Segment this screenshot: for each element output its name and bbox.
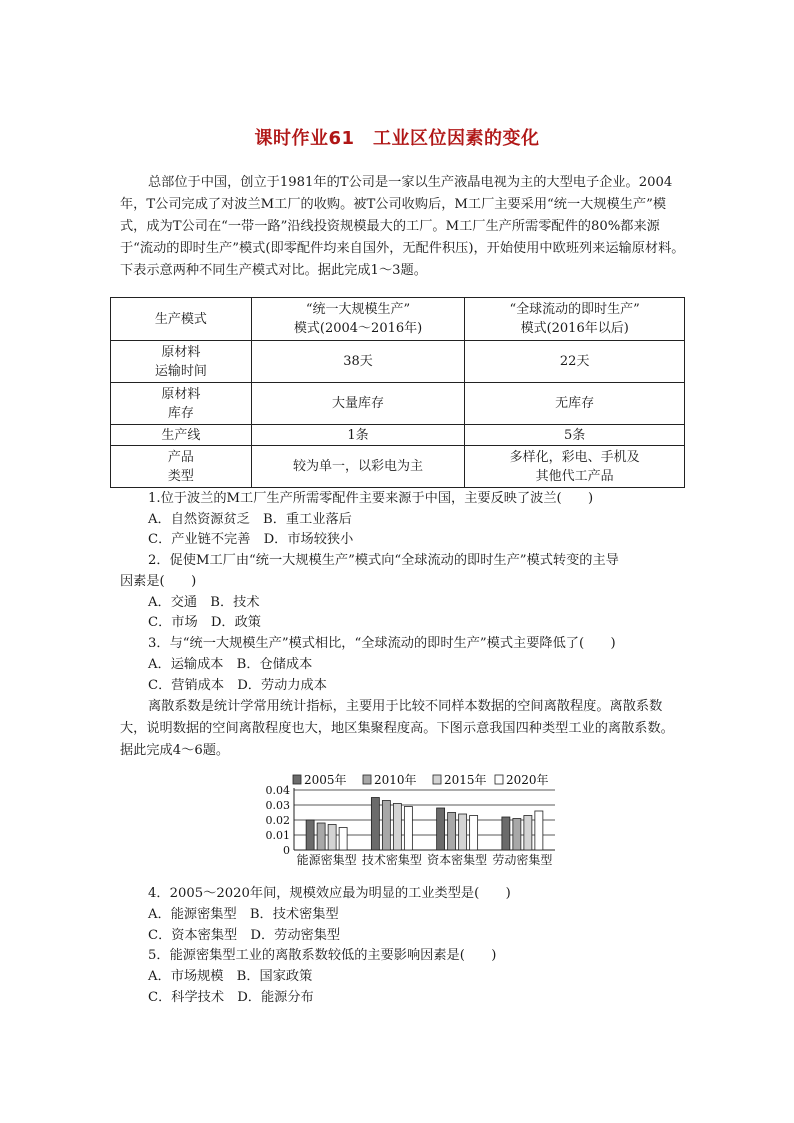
table-cell: 原材料 库存: [111, 383, 252, 425]
page-title: 课时作业61 工业区位因素的变化: [254, 128, 540, 149]
x-tick-label: 能源密集型: [296, 853, 357, 867]
table-cell: 原材料 运输时间: [111, 341, 252, 383]
table-cell: 大量库存: [251, 383, 465, 425]
question-5-options-ab: A．市场规模 B．国家政策: [148, 969, 313, 984]
bar: [437, 808, 445, 850]
question-1-options-ab: A．自然资源贫乏 B．重工业落后: [148, 512, 352, 527]
question-2-stem-cont: 因素是( ): [120, 574, 197, 589]
table-header-row: [111, 298, 685, 341]
y-tick-label: 0: [283, 844, 290, 857]
table-cell: 无库存: [465, 383, 685, 425]
y-tick-label: 0.03: [265, 799, 290, 812]
dispersion-bar-chart: [255, 770, 565, 870]
table-row: [111, 341, 685, 383]
bar: [470, 816, 478, 851]
question-1-stem: 1.位于波兰的M工厂生产所需零配件主要来源于中国，主要反映了波兰( ): [148, 491, 594, 506]
question-2-options-cd: C．市场 D．政策: [148, 615, 261, 630]
y-tick-label: 0.04: [265, 784, 290, 797]
bar: [339, 828, 347, 851]
table-cell: 1条: [251, 425, 465, 446]
legend-swatch: [433, 775, 441, 784]
table-header-cell: “统一大规模生产” 模式(2004～2016年): [251, 298, 465, 341]
bar: [459, 814, 467, 850]
bar: [306, 820, 314, 850]
table-cell: 生产线: [111, 425, 252, 446]
table-cell: 5条: [465, 425, 685, 446]
bar: [535, 811, 543, 850]
legend-label: 2015年: [444, 773, 487, 787]
legend-label: 2005年: [304, 773, 347, 787]
bar: [393, 804, 401, 851]
question-3-stem: 3．与“统一大规模生产”模式相比，“全球流动的即时生产”模式主要降低了( ): [148, 636, 616, 651]
bar: [502, 817, 510, 850]
table-cell: 较为单一，以彩电为主: [251, 446, 465, 488]
bar: [328, 825, 336, 851]
question-2-stem: 2．促使M工厂由“统一大规模生产”模式向“全球流动的即时生产”模式转变的主导: [148, 553, 619, 568]
intro-paragraph-2: 离散系数是统计学常用统计指标，主要用于比较不同样本数据的空间离散程度。离散系数大，说明数据的空间离散程度也大，地区集聚程度高。下图示意我国四种类型工业的离散系数。据此完成4～6题。: [120, 699, 674, 758]
legend-swatch: [495, 775, 503, 784]
table-row: [111, 446, 685, 488]
question-3-options-cd: C．营销成本 D．劳动力成本: [148, 678, 327, 693]
table-cell: 38天: [251, 341, 465, 383]
bar: [382, 801, 390, 851]
bar: [404, 807, 412, 851]
bar: [317, 823, 325, 850]
table-row: [111, 383, 685, 425]
question-1-options-cd: C．产业链不完善 D．市场较狭小: [148, 532, 354, 547]
x-tick-label: 资本密集型: [427, 853, 488, 867]
table-cell: 22天: [465, 341, 685, 383]
bar: [371, 798, 379, 851]
y-tick-label: 0.01: [265, 829, 290, 842]
question-5-options-cd: C．科学技术 D．能源分布: [148, 990, 314, 1005]
question-5-stem: 5．能源密集型工业的离散系数较低的主要影响因素是( ): [148, 948, 497, 963]
legend-swatch: [363, 775, 371, 784]
bar: [513, 819, 521, 851]
mode-comparison-table: [110, 297, 685, 488]
legend-label: 2020年: [506, 773, 549, 787]
table-cell: 产品 类型: [111, 446, 252, 488]
table-row: [111, 425, 685, 446]
y-tick-label: 0.02: [265, 814, 290, 827]
question-3-options-ab: A．运输成本 B．仓储成本: [148, 657, 313, 672]
table-header-cell: 生产模式: [111, 298, 252, 341]
table-cell: 多样化，彩电、手机及 其他代工产品: [465, 446, 685, 488]
bar: [448, 813, 456, 851]
legend-label: 2010年: [374, 773, 417, 787]
question-2-options-ab: A．交通 B．技术: [148, 595, 260, 610]
legend-swatch: [293, 775, 301, 784]
x-tick-label: 技术密集型: [361, 853, 422, 867]
table-header-cell: “全球流动的即时生产” 模式(2016年以后): [465, 298, 685, 341]
question-4-stem: 4．2005～2020年间，规模效应最为明显的工业类型是( ): [148, 886, 511, 901]
question-4-options-ab: A．能源密集型 B．技术密集型: [148, 907, 339, 922]
bar: [524, 816, 532, 851]
question-4-options-cd: C．资本密集型 D．劳动密集型: [148, 928, 341, 943]
intro-paragraph-1: 总部位于中国，创立于1981年的T公司是一家以生产液晶电视为主的大型电子企业。2004年，T公司完成了对波兰M工厂的收购。被T公司收购后，M工厂主要采用“统一大规模生产”模式，成为T公司在“一带一路”沿线投资规模最大的工厂。M工厂生产所需零配件的80%都来源于“流动的即时生产”模式(即零配件均来自国外，无配件积压)，开始使用中欧班列来运输原材料。下表示意两种不同生产模式对比。据此完成1～3题。: [120, 175, 685, 278]
x-tick-label: 劳动密集型: [492, 853, 553, 867]
